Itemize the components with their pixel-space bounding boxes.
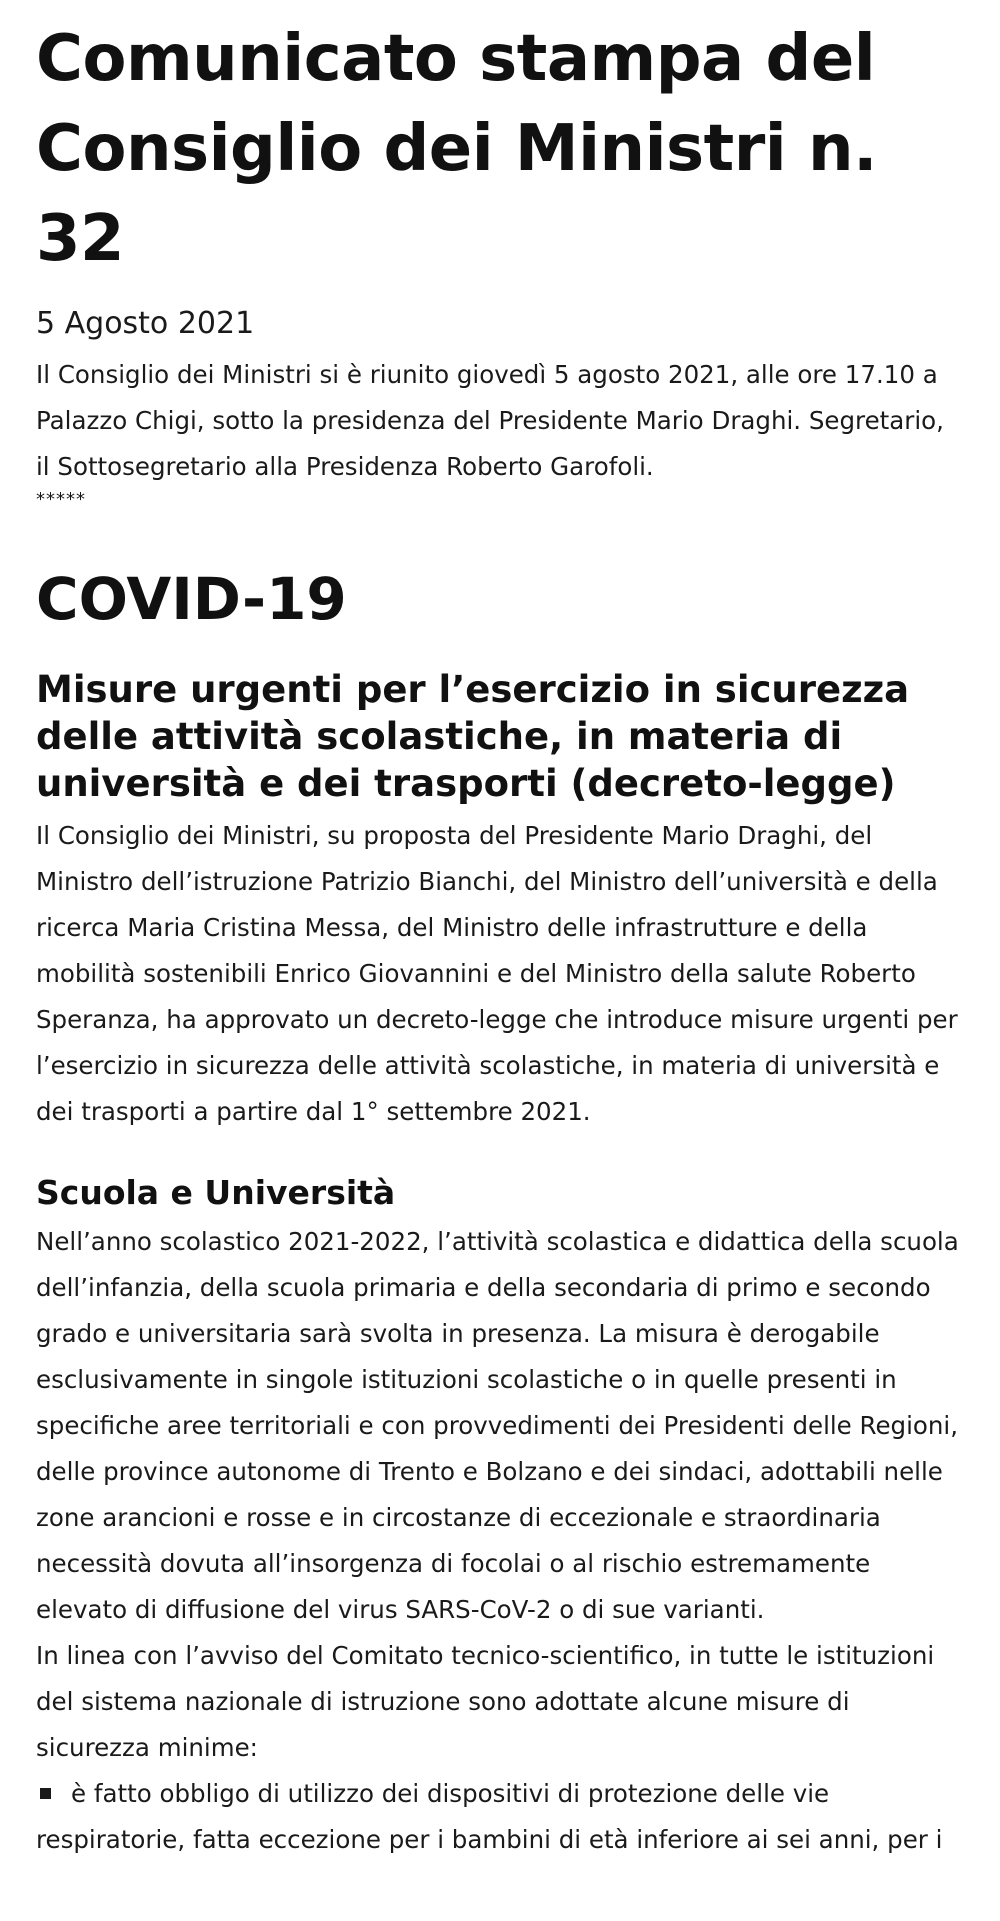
article-title: Misure urgenti per l’esercizio in sicurezza delle attività scolastiche, in materia di università e dei trasporti (decreto-legge) xyxy=(36,668,910,805)
section-title-covid: COVID-19 xyxy=(36,565,347,633)
list-item-text: è fatto obbligo di utilizzo dei dispositivi di protezione delle vie respiratorie, fatta eccezione per i bambini di età inferiore ai sei anni, per i xyxy=(36,1779,943,1854)
separator: ***** xyxy=(36,489,86,510)
school-paragraph-2: In linea con l’avviso del Comitato tecnico-scientifico, in tutte le istituzioni del sistema nazionale di istruzione sono adottate alcune misure di sicurezza minime: xyxy=(36,1641,935,1762)
publication-date: 5 Agosto 2021 xyxy=(36,306,255,341)
bullet-square-icon xyxy=(40,1788,51,1799)
list-item xyxy=(36,1771,964,1863)
intro-paragraph: Il Consiglio dei Ministri si è riunito giovedì 5 agosto 2021, alle ore 17.10 a Palazzo Chigi, sotto la presidenza del Presidente Mario Draghi. Segretario, il Sottosegretario alla Presidenza Roberto Garofoli. xyxy=(36,360,944,481)
page-title: Comunicato stampa del Consiglio dei Ministri n. 32 xyxy=(36,22,877,276)
safety-measures-list xyxy=(36,1771,964,1863)
subsection-title-school: Scuola e Università xyxy=(36,1173,396,1212)
press-release-page xyxy=(0,14,1000,1863)
article-paragraph: Il Consiglio dei Ministri, su proposta del Presidente Mario Draghi, del Ministro dell’istruzione Patrizio Bianchi, del Ministro dell’università e della ricerca Maria Cristina Messa, del Ministro delle infrastrutture e della mobilità sostenibili Enrico Giovannini e del Ministro della salute Roberto Speranza, ha approvato un decreto-legge che introduce misure urgenti per l’esercizio in sicurezza delle attività scolastiche, in materia di università e dei trasporti a partire dal 1° settembre 2021. xyxy=(36,821,958,1126)
school-paragraph-1: Nell’anno scolastico 2021-2022, l’attività scolastica e didattica della scuola dell’infanzia, della scuola primaria e della secondaria di primo e secondo grado e universitaria sarà svolta in presenza. La misura è derogabile esclusivamente in singole istituzioni scolastiche o in quelle presenti in specifiche aree territoriali e con provvedimenti dei Presidenti delle Regioni, delle province autonome di Trento e Bolzano e dei sindaci, adottabili nelle zone arancioni e rosse e in circostanze di eccezionale e straordinaria necessità dovuta all’insorgenza di focolai o al rischio estremamente elevato di diffusione del virus SARS-CoV-2 o di sue varianti. xyxy=(36,1227,959,1624)
